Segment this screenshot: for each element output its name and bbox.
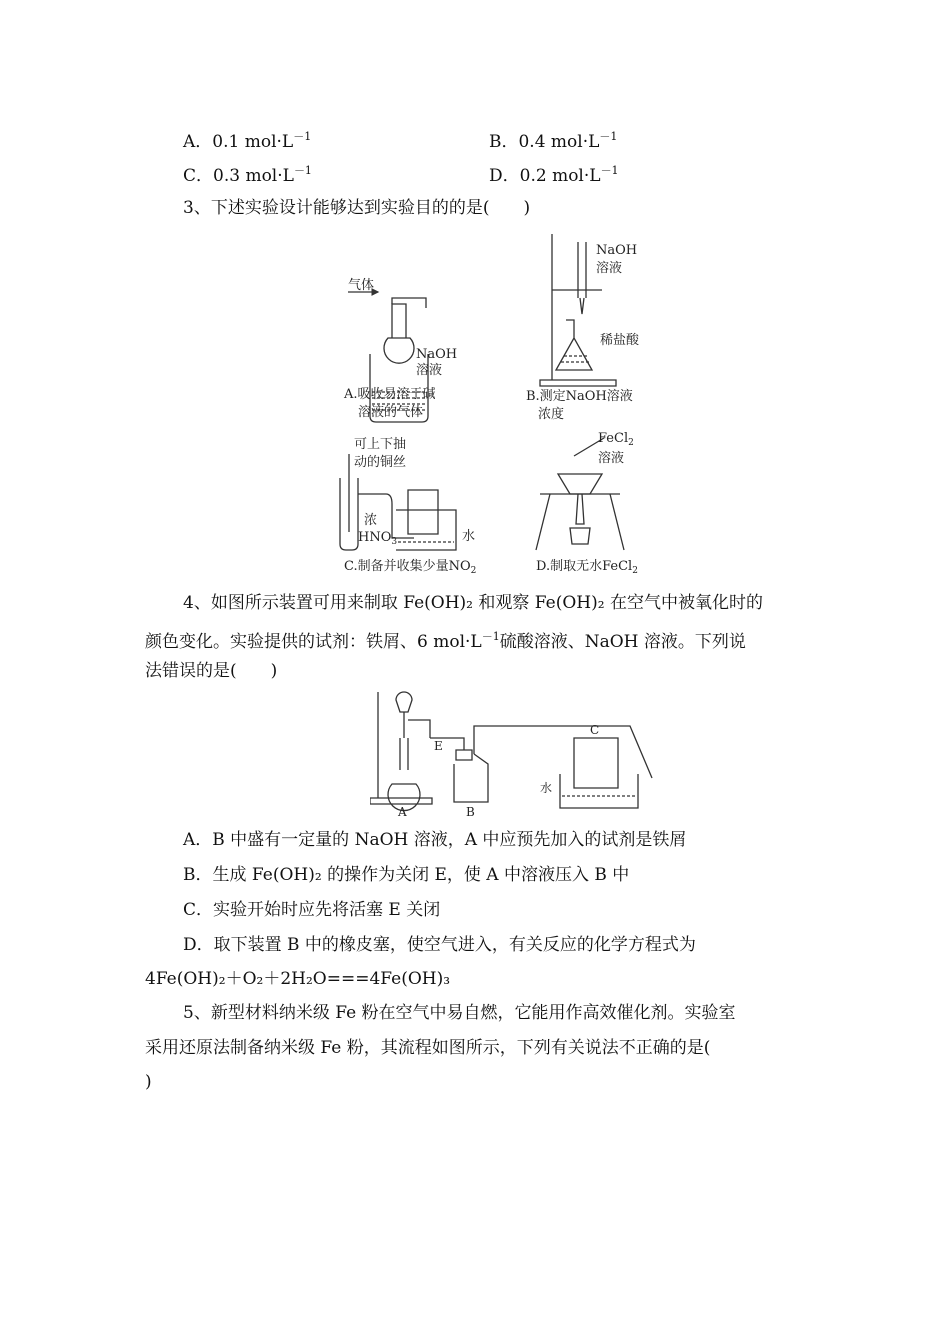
fig-a-gas-label: 气体 [348,278,375,293]
q2-option-c: C．0.3 $mol\cdot L^{-1}$ [183,164,312,186]
fig-c-caption: C.制备并收集少量$NO_2$ [344,559,477,576]
q3-stem: 3、下述实验设计能够达到实验目的的是( ) [183,198,531,218]
fig-c-water: 水 [462,529,476,544]
fig-label-e: E [434,739,443,753]
fig-d-fecl2: FeCl$_2$ [598,431,634,448]
q4-stem-line-3: 法错误的是( ) [145,661,278,681]
fig-b-caption-1: B.测定NaOH溶液 [526,389,633,404]
q2-option-a: A．0.1 $mol\cdot L^{-1}$ [183,130,312,152]
fig-b-caption-2: 浓度 [538,407,565,422]
q4-stem-line-2: 颜色变化。实验提供的试剂：铁屑、6 $mol\cdot L^{-1}$硫酸溶液、NaOH 溶液。下列说 [145,630,746,652]
fig-a-reagent-2: 溶液 [416,363,443,378]
q5-stem-line-1: 5、新型材料纳米级 Fe 粉在空气中易自燃，它能用作高效催化剂。实验室 [183,1003,736,1023]
q3-apparatus-figure [330,232,670,580]
q4-stem-line-1: 4、如图所示装置可用来制取 Fe(OH)₂ 和观察 Fe(OH)₂ 在空气中被氧化时的 [183,593,763,613]
fig-c-wire-1: 可上下抽 [354,437,407,452]
q4-option-a: A．B 中盛有一定量的 NaOH 溶液，A 中应预先加入的试剂是铁屑 [183,830,687,850]
q5-stem-line-3: ) [145,1072,152,1092]
q2-option-d: D．0.2 $mol\cdot L^{-1}$ [489,164,619,186]
fig-label-c: C [590,723,600,737]
fig-c-wire-2: 动的铜丝 [354,455,407,470]
fig-c-conc: 浓 [364,513,378,528]
fig-d-caption: D.制取无水FeCl$_2$ [536,559,638,576]
fig-c-hno3: $HNO_3$ [358,530,398,547]
q4-option-d-line-1: D．取下装置 B 中的橡皮塞，使空气进入，有关反应的化学方程式为 [183,935,696,955]
q4-option-c: C．实验开始时应先将活塞 E 关闭 [183,900,441,920]
fig-a-caption-1: A.吸收易溶于碱 [344,387,436,402]
q5-stem-line-2: 采用还原法制备纳米级 Fe 粉，其流程如图所示，下列有关说法不正确的是( [145,1038,711,1058]
fig-label-b: B [466,805,475,819]
q4-apparatus-figure [370,690,670,820]
fig-label-a: A [398,805,407,819]
fig-a-caption-2: 溶液的气体 [358,405,424,420]
fig-label-water: 水 [540,781,553,795]
fig-d-solution: 溶液 [598,451,625,466]
fig-a-reagent-1: NaOH [416,347,458,362]
q2-option-b: B．0.4 $mol\cdot L^{-1}$ [489,130,618,152]
fig-b-reagent-1: NaOH [596,243,638,258]
q4-option-d-line-2: 4Fe(OH)₂＋O₂＋2H₂O===4Fe(OH)₃ [145,969,451,989]
q4-option-b: B．生成 Fe(OH)₂ 的操作为关闭 E，使 A 中溶液压入 B 中 [183,865,630,885]
fig-b-reagent-2: 溶液 [596,261,623,276]
fig-b-acid: 稀盐酸 [600,333,640,348]
